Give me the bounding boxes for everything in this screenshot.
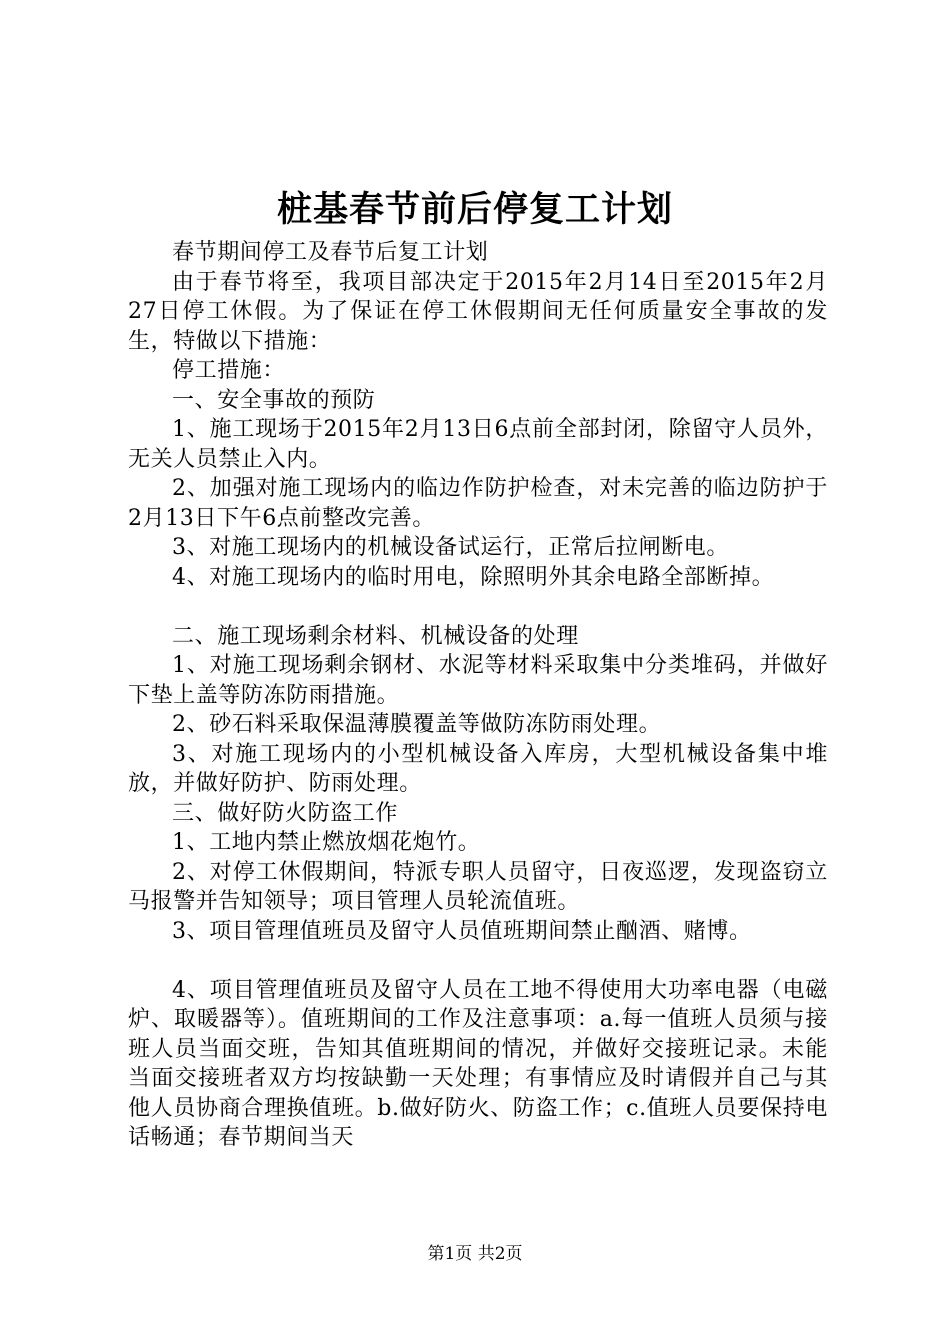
- document-body: [128, 238, 828, 1153]
- paragraph-item: 3、对施工现场内的小型机械设备入库房，大型机械设备集中堆放，并做好防护、防雨处理。: [128, 741, 828, 796]
- page-footer: 第1页 共2页: [427, 1244, 523, 1264]
- paragraph-item: 1、施工现场于2015年2月13日6点前全部封闭，除留守人员外，无关人员禁止入内。: [128, 417, 828, 472]
- paragraph-item: 2、砂石料采取保温薄膜覆盖等做防冻防雨处理。: [172, 712, 662, 737]
- paragraph-item: 1、工地内禁止燃放烟花炮竹。: [172, 830, 481, 855]
- section-heading-2: 二、施工现场剩余材料、机械设备的处理: [172, 623, 579, 649]
- paragraph-item: 3、项目管理值班员及留守人员值班期间禁止酗酒、赌博。: [172, 918, 752, 944]
- paragraph-measures-heading: 停工措施：: [172, 358, 286, 383]
- paragraph-subtitle: 春节期间停工及春节后复工计划: [172, 240, 489, 265]
- section-heading-1: 一、安全事故的预防: [172, 387, 376, 413]
- paragraph-item: 4、项目管理值班员及留守人员在工地不得使用大功率电器（电磁炉、取暖器等）。值班期间的工作及注意事项：a.每一值班人员须与接班人员当面交班，告知其值班期间的情况，并做好交接班记录。未能当面交接班者双方均按缺勤一天处理；有事情应及时请假并自己与其他人员协商合理换值班。b.做好防火、防盗工作；c.值班人员要保持电话畅通；春节期间当天: [128, 977, 828, 1150]
- paragraph-intro: 由于春节将至，我项目部决定于2015年2月14日至2015年2月27日停工休假。为了保证在停工休假期间无任何质量安全事故的发生，特做以下措施：: [128, 269, 828, 354]
- document-title: 桩基春节前后停复工计划: [276, 189, 673, 230]
- paragraph-item: 1、对施工现场剩余钢材、水泥等材料采取集中分类堆码，并做好下垫上盖等防冻防雨措施。: [128, 653, 828, 708]
- paragraph-item: 2、对停工休假期间，特派专职人员留守，日夜巡逻，发现盗窃立马报警并告知领导；项目管理人员轮流值班。: [128, 859, 828, 914]
- section-heading-3: 三、做好防火防盗工作: [172, 800, 399, 826]
- paragraph-item: 4、对施工现场内的临时用电，除照明外其余电路全部断掉。: [172, 564, 775, 590]
- paragraph-item: 3、对施工现场内的机械设备试运行，正常后拉闸断电。: [172, 535, 729, 560]
- paragraph-item: 2、加强对施工现场内的临边作防护检查，对未完善的临边防护于2月13日下午6点前整改完善。: [128, 476, 828, 531]
